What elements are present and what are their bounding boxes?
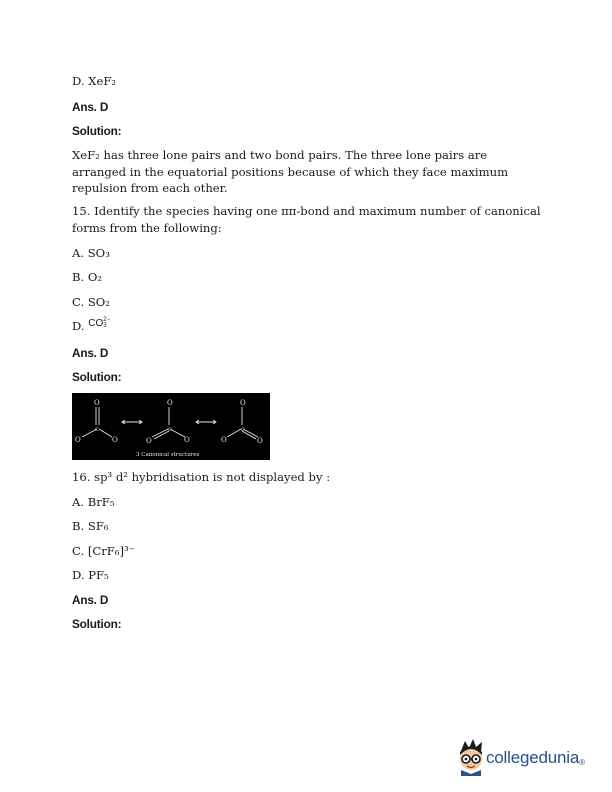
brand-text: collegedunia — [486, 748, 580, 767]
atom-o: O — [112, 436, 118, 444]
brand-mark: ® — [579, 758, 585, 767]
carbonate-base: CO — [88, 318, 104, 329]
q16-answer: Ans. D — [72, 593, 109, 607]
atom-c: C — [241, 427, 245, 433]
mascot-icon — [455, 735, 489, 777]
atom-o: O — [184, 436, 190, 444]
figure-caption: 3 Canonical structures — [136, 452, 200, 458]
q15-option-a: A. SO₃ — [72, 246, 110, 260]
q15-option-d — [72, 318, 110, 336]
atom-c: C — [168, 427, 172, 433]
carbonate-charge: 2− — [103, 317, 111, 324]
atom-c: C — [95, 427, 99, 433]
q16-option-d: D. PF₅ — [72, 568, 109, 582]
atom-o: O — [221, 436, 227, 444]
atom-o: O — [146, 437, 152, 445]
q14-solution-text: XeF₂ has three lone pairs and two bond pairs. The three lone pairs are arranged in the equatorial positions because of which they face maximum repulsion from each other. — [72, 148, 509, 195]
atom-o: O — [75, 436, 81, 444]
q15-question-line1: 15. Identify the species having one ππ-bond and maximum number of canonical — [72, 204, 541, 218]
atom-o: O — [167, 399, 173, 407]
q16-solution-label: Solution: — [72, 617, 122, 631]
q14-answer: Ans. D — [72, 100, 109, 114]
q15-option-d-prefix: D. — [72, 319, 85, 333]
q15-question-line2: forms from the following: — [72, 221, 222, 235]
atom-o: O — [257, 437, 263, 445]
q16-question: 16. sp³ d² hybridisation is not displayed by : — [72, 470, 331, 484]
atom-o: O — [94, 399, 100, 407]
atom-o: O — [240, 399, 246, 407]
q14-solution-label: Solution: — [72, 124, 122, 138]
q16-option-c: C. [CrF₆]³⁻ — [72, 544, 135, 558]
canonical-structures-figure — [72, 393, 270, 460]
brand-name — [486, 748, 585, 768]
q15-option-b: B. O₂ — [72, 270, 103, 284]
carbonate-formula — [88, 318, 110, 329]
q14-option-d: D. XeF₂ — [72, 74, 117, 88]
q16-option-a: A. BrF₅ — [72, 495, 115, 509]
q15-answer: Ans. D — [72, 346, 109, 360]
carbonate-subscript: 3 — [103, 323, 107, 330]
q15-option-c: C. SO₂ — [72, 295, 110, 309]
resonance-diagram — [72, 393, 270, 460]
q16-option-b: B. SF₆ — [72, 519, 109, 533]
q15-solution-label: Solution: — [72, 370, 122, 384]
